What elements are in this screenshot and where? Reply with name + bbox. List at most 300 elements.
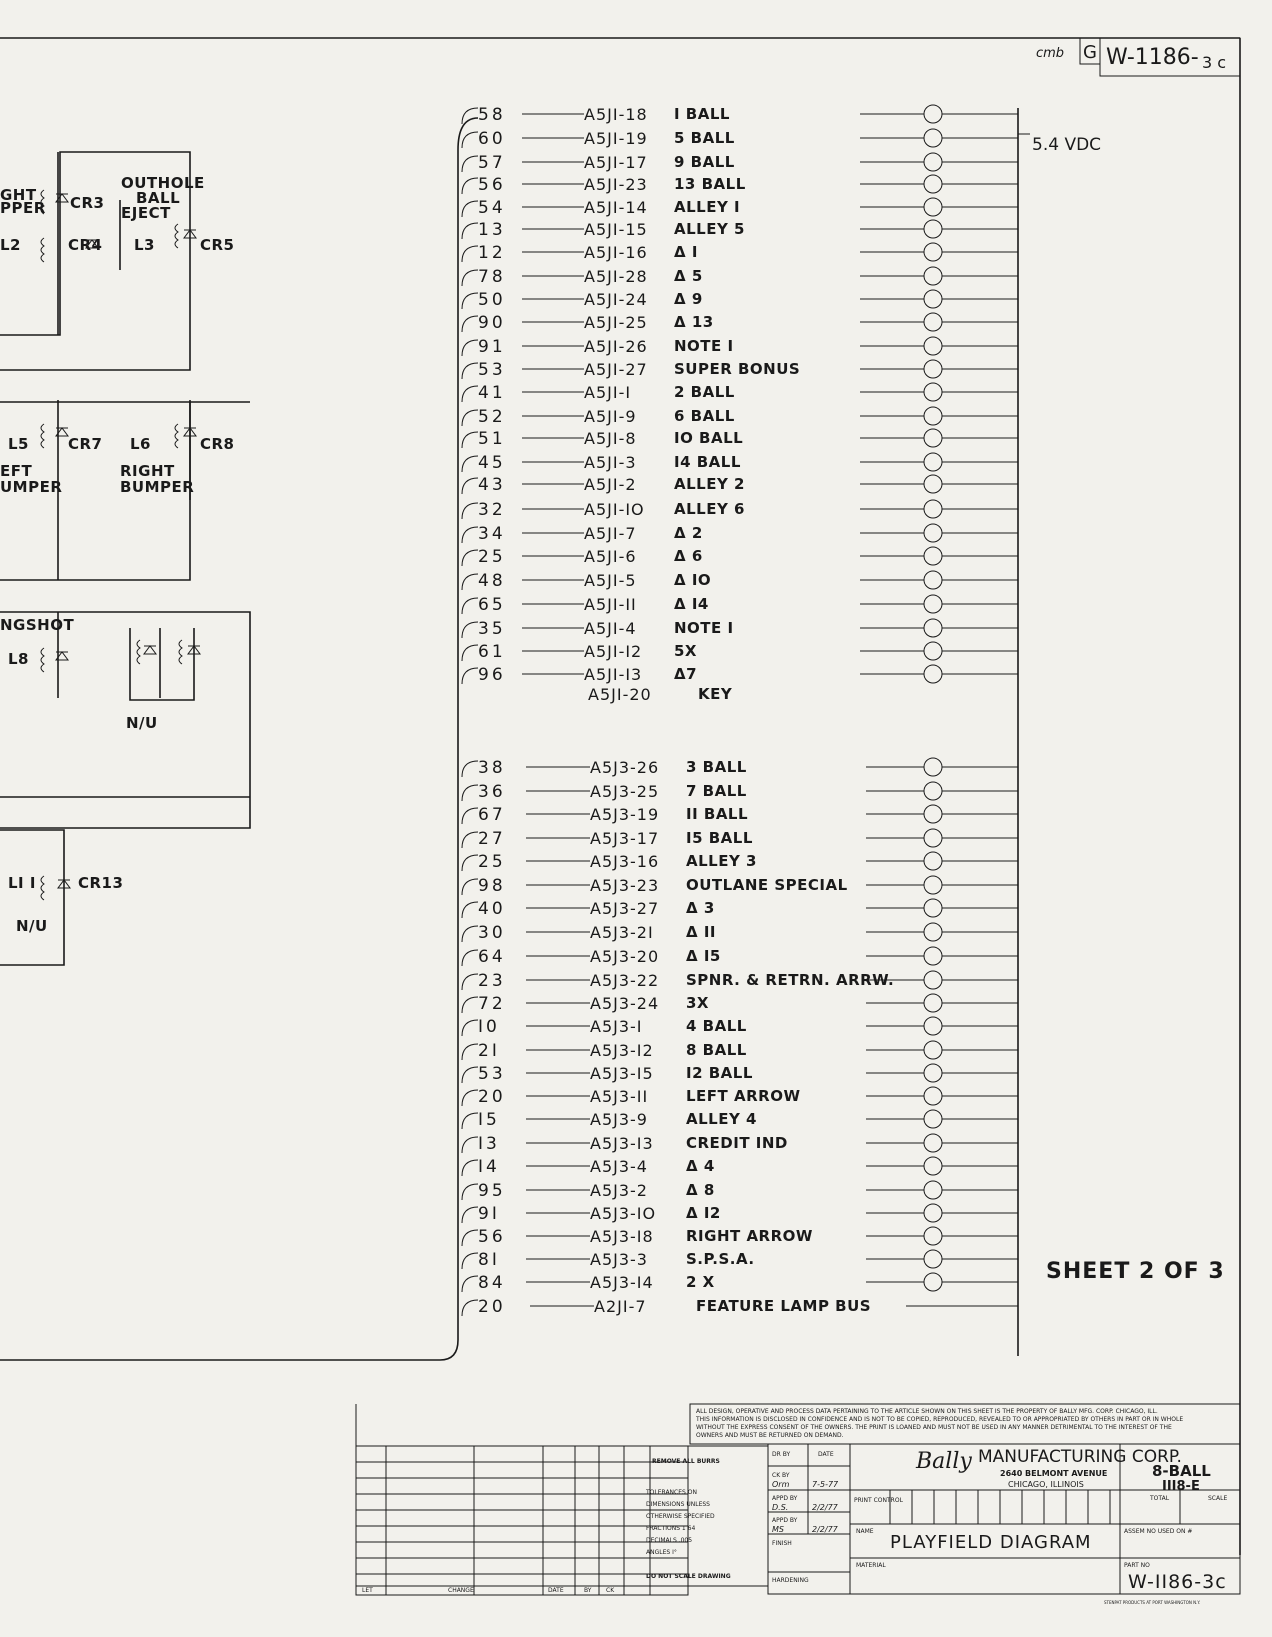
- lamp-symbol: [924, 665, 942, 683]
- lamp-symbol: [924, 1110, 942, 1128]
- lamp-symbol: [924, 1041, 942, 1059]
- wire-row-72-A5J3-24: [462, 994, 1018, 1014]
- sheet-label: SHEET 2 OF 3: [1046, 1259, 1225, 1284]
- wire-pin-number: 84: [478, 1273, 506, 1293]
- lamp-symbol: [924, 1181, 942, 1199]
- wire-pin-number: 8I: [478, 1250, 500, 1270]
- connector-pin: A5J3-2: [590, 1181, 648, 1200]
- connector-pin: A5J3-9: [590, 1110, 648, 1129]
- part-no-label: PART NO: [1124, 1562, 1150, 1569]
- schematic-label-cr13: CR13: [78, 874, 124, 892]
- lamp-symbol: [924, 383, 942, 401]
- drawing-number-header: [1036, 38, 1240, 76]
- wire-pin-number: 72: [478, 994, 506, 1014]
- footer-print: STENPAT PRODUCTS AT PORT WASHINGTON N.Y.: [1104, 1600, 1201, 1605]
- connector-pin: A5JI-16: [584, 243, 648, 262]
- lamp-function-label: 8 BALL: [686, 1041, 747, 1059]
- game-name: 8-BALL: [1152, 1462, 1211, 1480]
- schematic-label-cr7: CR7: [68, 435, 103, 453]
- lamp-symbol: [924, 852, 942, 870]
- wire-row-64-A5J3-20: [462, 947, 1018, 967]
- lamp-symbol: [924, 805, 942, 823]
- schematic-label-l3: L3: [134, 236, 155, 254]
- connector-pin: A5J3-I4: [590, 1273, 654, 1292]
- finish-label: FINISH: [772, 1540, 792, 1547]
- schematic-label-slingshot-fragment: NGSHOT: [0, 616, 75, 634]
- appd-date-2: 2/2/77: [812, 1525, 838, 1534]
- wire-pin-number: 58: [478, 105, 506, 125]
- connector-pin: A5JI-I: [584, 383, 632, 402]
- connector-pin: A5JI-9: [584, 407, 637, 426]
- remove-burrs-note: REMOVE ALL BURRS: [652, 1458, 720, 1465]
- wire-row-9I-A5J3-IO: [462, 1204, 1018, 1224]
- revision-letter: G: [1083, 42, 1097, 63]
- lamp-symbol: [924, 524, 942, 542]
- lamp-function-label: Δ II: [686, 923, 716, 941]
- wire-pin-number: 53: [478, 1064, 506, 1084]
- coil-symbol: [41, 424, 44, 448]
- wire-pin-number: 43: [478, 475, 506, 495]
- lamp-function-label: ALLEY I: [674, 198, 741, 216]
- wire-row-53-A5JI-27: [462, 360, 1018, 380]
- wire-row-36-A5J3-25: [462, 782, 1018, 802]
- wire-pin-number: 30: [478, 923, 506, 943]
- lamp-function-label: 2 BALL: [674, 383, 735, 401]
- connector-pin: A5J3-25: [590, 782, 660, 801]
- lamp-function-label: Δ I5: [686, 947, 721, 965]
- wire-row-12-A5JI-16: [462, 243, 1018, 263]
- lamp-symbol: [924, 290, 942, 308]
- rev-header-change: CHANGE: [448, 1587, 474, 1594]
- lamp-symbol: [924, 1157, 942, 1175]
- lamp-symbol: [924, 429, 942, 447]
- lamp-function-label: ALLEY 3: [686, 852, 757, 870]
- lamp-symbol: [924, 220, 942, 238]
- ck-date: 7-5-77: [812, 1480, 839, 1489]
- lamp-function-label: 5 BALL: [674, 129, 735, 147]
- lamp-function-label: 7 BALL: [686, 782, 747, 800]
- game-number: III8-E: [1162, 1479, 1200, 1494]
- lamp-function-label: OUTLANE SPECIAL: [686, 876, 848, 894]
- connector-pin: A5JI-4: [584, 619, 637, 638]
- wire-row-60-A5JI-19: [462, 129, 1018, 149]
- tolerance-line: OTHERWISE SPECIFIED: [646, 1513, 715, 1520]
- connector-pin: A5JI-II: [584, 595, 637, 614]
- ck-by-initials: Orm: [772, 1480, 790, 1489]
- wire-row-8I-A5J3-3: [462, 1250, 1018, 1270]
- connector-pin: A5JI-IO: [584, 500, 645, 519]
- wire-pin-number: 34: [478, 524, 506, 544]
- wire-pin-number: 53: [478, 360, 506, 380]
- wire-row-I3-A5J3-I3: [462, 1134, 1018, 1154]
- tolerance-line: DIMENSIONS UNLESS: [646, 1501, 710, 1508]
- wire-row-58-A5JI-18: [462, 105, 1018, 125]
- wire-row-25-A5JI-6: [462, 547, 1018, 567]
- wire-pin-number: 98: [478, 876, 506, 896]
- wire-pin-number: 64: [478, 947, 506, 967]
- wire-pin-number: 56: [478, 1227, 506, 1247]
- connector-pin: A5JI-6: [584, 547, 637, 566]
- schematic-label-ball: BALL: [136, 189, 181, 207]
- lamp-symbol: [924, 500, 942, 518]
- title-block: [356, 1404, 1240, 1605]
- wire-pin-number: 61: [478, 642, 506, 662]
- schematic-label-outhole: OUTHOLE: [121, 174, 205, 192]
- wire-row-53-A5J3-I5: [462, 1064, 1018, 1084]
- connector-pin: A5J3-4: [590, 1157, 648, 1176]
- lamp-symbol: [924, 1087, 942, 1105]
- wire-row-20-A2JI-7: [462, 1297, 1018, 1317]
- wire-row-61-A5JI-I2: [462, 642, 1018, 662]
- connector-pin: A5J3-23: [590, 876, 660, 895]
- wire-row-98-A5J3-23: [462, 876, 1018, 896]
- lamp-symbol: [924, 595, 942, 613]
- lamp-function-label: I BALL: [674, 105, 730, 123]
- lamp-function-label: Δ7: [674, 665, 698, 683]
- coil-symbol: [41, 238, 44, 262]
- tolerance-line: DECIMALS .005: [646, 1537, 693, 1544]
- schematic-label-left-fragment: EFT: [0, 462, 33, 480]
- wire-pin-number: 27: [478, 829, 506, 849]
- lamp-function-label: ALLEY 5: [674, 220, 745, 238]
- voltage-label: 5.4 VDC: [1032, 135, 1102, 155]
- total-label: TOTAL: [1150, 1495, 1170, 1502]
- wire-row-32-A5JI-IO: [462, 500, 1018, 520]
- lamp-function-label: 9 BALL: [674, 153, 735, 171]
- connector-pin: A5JI-26: [584, 337, 648, 356]
- wire-pin-number: 32: [478, 500, 506, 520]
- connector-pin: A5J3-20: [590, 947, 660, 966]
- lamp-function-label: SUPER BONUS: [674, 360, 801, 378]
- appd-initials-2: MS: [772, 1525, 784, 1534]
- connector-pin: A5J3-24: [590, 994, 660, 1013]
- schematic-label-eject: EJECT: [121, 204, 171, 222]
- wire-row-51-A5JI-8: [462, 429, 1018, 449]
- lamp-function-label: RIGHT ARROW: [686, 1227, 813, 1245]
- drawing-number: W-1186-: [1106, 45, 1199, 70]
- lamp-symbol: [924, 337, 942, 355]
- print-control-label: PRINT CONTROL: [854, 1497, 903, 1504]
- lamp-function-label: I4 BALL: [674, 453, 741, 471]
- schematic-label-l6: L6: [130, 435, 151, 453]
- lamp-function-label: 4 BALL: [686, 1017, 747, 1035]
- wire-pin-number: 41: [478, 383, 506, 403]
- schematic-label-nu-2: N/U: [16, 917, 48, 935]
- lamp-symbol: [924, 899, 942, 917]
- lamp-function-label: I2 BALL: [686, 1064, 753, 1082]
- connector-pin: A5J3-I3: [590, 1134, 654, 1153]
- lamp-symbol: [924, 175, 942, 193]
- lamp-function-label: KEY: [698, 685, 733, 703]
- company-name: MANUFACTURING CORP.: [978, 1447, 1182, 1467]
- lamp-symbol: [924, 153, 942, 171]
- lamp-function-label: Δ 9: [674, 290, 703, 308]
- lamp-symbol: [924, 1227, 942, 1245]
- wire-pin-number: 78: [478, 267, 506, 287]
- connector-pin: A5J3-17: [590, 829, 660, 848]
- connector-pin: A5JI-20: [588, 685, 652, 704]
- wire-row-84-A5J3-I4: [462, 1273, 1018, 1293]
- lamp-symbol: [924, 571, 942, 589]
- lamp-symbol: [924, 313, 942, 331]
- wire-row-30-A5J3-2I: [462, 923, 1018, 943]
- appd-initials: D.S.: [772, 1503, 789, 1512]
- wire-pin-number: 60: [478, 129, 506, 149]
- lamp-symbol: [924, 829, 942, 847]
- schematic-label-cr3: CR3: [70, 194, 105, 212]
- wire-pin-number: 95: [478, 1181, 506, 1201]
- lamp-wiring-diagram: [462, 105, 1030, 1356]
- wire-row-41-A5JI-I: [462, 383, 1018, 403]
- wire-pin-number: 96: [478, 665, 506, 685]
- connector-pin: A2JI-7: [594, 1297, 647, 1316]
- tolerance-line: FRACTIONS 1 64: [646, 1525, 696, 1532]
- lamp-symbol: [924, 360, 942, 378]
- wire-row-52-A5JI-9: [462, 407, 1018, 427]
- drawing-number-suffix: 3 c: [1202, 53, 1227, 72]
- wire-pin-number: 45: [478, 453, 506, 473]
- diode-symbol: [144, 646, 156, 654]
- lamp-symbol: [924, 782, 942, 800]
- scale-label: SCALE: [1208, 1495, 1228, 1502]
- do-not-scale-note: DO NOT SCALE DRAWING: [646, 1573, 731, 1580]
- wire-row-91-A5JI-26: [462, 337, 1018, 357]
- lamp-function-label: NOTE I: [674, 337, 734, 355]
- lamp-function-label: Δ I2: [686, 1204, 721, 1222]
- wire-pin-number: 90: [478, 313, 506, 333]
- wire-row-95-A5J3-2: [462, 1181, 1018, 1201]
- wire-row-23-A5J3-22: [462, 971, 1018, 991]
- wire-pin-number: I0: [478, 1017, 500, 1037]
- wire-pin-number: 56: [478, 175, 506, 195]
- part-number: W-II86-3c: [1128, 1571, 1227, 1593]
- wire-row-45-A5JI-3: [462, 453, 1018, 473]
- lamp-function-label: 3X: [686, 994, 710, 1012]
- schematic-label-bumper: BUMPER: [120, 478, 195, 496]
- lamp-function-label: ALLEY 6: [674, 500, 745, 518]
- connector-pin: A5J3-16: [590, 852, 660, 871]
- wire-row-13-A5JI-15: [462, 220, 1018, 240]
- lamp-symbol: [924, 1273, 942, 1291]
- lamp-function-label: FEATURE LAMP BUS: [696, 1297, 872, 1315]
- left-partial-schematic: [0, 152, 250, 965]
- appd-by-label: APPD BY: [772, 1495, 798, 1502]
- lamp-function-label: Δ 2: [674, 524, 703, 542]
- lamp-symbol: [924, 994, 942, 1012]
- coil-symbol: [137, 640, 140, 664]
- rev-header-date: DATE: [548, 1587, 564, 1594]
- lamp-function-label: IO BALL: [674, 429, 744, 447]
- wire-row-57-A5JI-17: [462, 153, 1018, 173]
- wire-row-50-A5JI-24: [462, 290, 1018, 310]
- connector-pin: A5J3-19: [590, 805, 660, 824]
- lamp-function-label: CREDIT IND: [686, 1134, 788, 1152]
- connector-pin: A5JI-28: [584, 267, 648, 286]
- schematic-label-l5: L5: [8, 435, 29, 453]
- schematic-label-l11: LI I: [8, 874, 36, 892]
- schematic-label-l2: L2: [0, 236, 21, 254]
- dr-by-label: DR BY: [772, 1451, 791, 1458]
- lamp-function-label: Δ 5: [674, 267, 703, 285]
- wire-pin-number: 52: [478, 407, 506, 427]
- wire-row-35-A5JI-4: [462, 619, 1018, 639]
- wire-pin-number: 13: [478, 220, 506, 240]
- connector-pin: A5J3-2I: [590, 923, 654, 942]
- wire-row-40-A5J3-27: [462, 899, 1018, 919]
- connector-pin: A5JI-18: [584, 105, 648, 124]
- lamp-function-label: 2 X: [686, 1273, 715, 1291]
- wire-row-I5-A5J3-9: [462, 1110, 1018, 1130]
- connector-pin: A5JI-15: [584, 220, 648, 239]
- lamp-symbol: [924, 619, 942, 637]
- schematic-label-cr5: CR5: [200, 236, 235, 254]
- lamp-function-label: ALLEY 4: [686, 1110, 757, 1128]
- connector-pin: A5JI-23: [584, 175, 648, 194]
- assem-label: ASSEM NO USED ON #: [1124, 1528, 1193, 1535]
- lamp-function-label: S.P.S.A.: [686, 1250, 755, 1268]
- connector-pin: A5JI-25: [584, 313, 648, 332]
- lamp-function-label: Δ 13: [674, 313, 714, 331]
- wire-pin-number: 40: [478, 899, 506, 919]
- wire-row-90-A5JI-25: [462, 313, 1018, 333]
- lamp-function-label: I5 BALL: [686, 829, 753, 847]
- lamp-symbol: [924, 1064, 942, 1082]
- wire-pin-number: 20: [478, 1297, 506, 1317]
- company-address-1: 2640 BELMONT AVENUE: [1000, 1469, 1108, 1478]
- wire-row-I4-A5J3-4: [462, 1157, 1018, 1177]
- lamp-symbol: [924, 947, 942, 965]
- lamp-symbol: [924, 971, 942, 989]
- lamp-symbol: [924, 1017, 942, 1035]
- wire-pin-number: 54: [478, 198, 506, 218]
- lamp-symbol: [924, 1204, 942, 1222]
- connector-pin: A5J3-I2: [590, 1041, 654, 1060]
- coil-symbol: [175, 424, 178, 448]
- wire-row-96-A5JI-I3: [462, 665, 1018, 685]
- lamp-function-label: 6 BALL: [674, 407, 735, 425]
- schematic-label-right: RIGHT: [120, 462, 175, 480]
- wire-pin-number: 51: [478, 429, 506, 449]
- lamp-function-label: Δ 6: [674, 547, 703, 565]
- lamp-function-label: Δ 8: [686, 1181, 715, 1199]
- schematic-label-right-fragment: GHT: [0, 186, 37, 204]
- schematic-label-nu-1: N/U: [126, 714, 158, 732]
- lamp-function-label: Δ 4: [686, 1157, 715, 1175]
- wire-row-2I-A5J3-I2: [462, 1041, 1018, 1061]
- schematic-label-bumper-fragment: UMPER: [0, 478, 63, 496]
- wire-row-25-A5J3-16: [462, 852, 1018, 872]
- lamp-symbol: [924, 923, 942, 941]
- wire-row-65-A5JI-II: [462, 595, 1018, 615]
- lamp-function-label: Δ I: [674, 243, 698, 261]
- rev-header-ck: CK: [606, 1587, 615, 1594]
- wire-pin-number: 38: [478, 758, 506, 778]
- connector-pin: A5J3-27: [590, 899, 660, 918]
- connector-pin: A5JI-14: [584, 198, 648, 217]
- wire-row-27-A5J3-17: [462, 829, 1018, 849]
- connector-pin: A5JI-24: [584, 290, 648, 309]
- wire-pin-number: 48: [478, 571, 506, 591]
- wire-pin-number: I4: [478, 1157, 500, 1177]
- schematic-label-flipper-fragment: PPER: [0, 199, 46, 217]
- wire-row-67-A5J3-19: [462, 805, 1018, 825]
- wire-pin-number: 67: [478, 805, 506, 825]
- connector-pin: A5J3-26: [590, 758, 660, 777]
- coil-symbol: [179, 640, 182, 664]
- name-label: NAME: [856, 1528, 874, 1535]
- connector-pin: A5JI-I2: [584, 642, 643, 661]
- rev-header-by: BY: [584, 1587, 592, 1594]
- wire-pin-number: 57: [478, 153, 506, 173]
- wire-row-38-A5J3-26: [462, 758, 1018, 778]
- connector-pin: A5J3-IO: [590, 1204, 657, 1223]
- connector-pin: A5J3-I8: [590, 1227, 654, 1246]
- lamp-function-label: II BALL: [686, 805, 749, 823]
- wire-pin-number: 36: [478, 782, 506, 802]
- wire-pin-number: 2I: [478, 1041, 500, 1061]
- lamp-symbol: [924, 547, 942, 565]
- connector-pin: A5JI-19: [584, 129, 648, 148]
- lamp-function-label: 3 BALL: [686, 758, 747, 776]
- lamp-symbol: [924, 876, 942, 894]
- wire-pin-number: 50: [478, 290, 506, 310]
- connector-pin: A5JI-8: [584, 429, 637, 448]
- company-address-2: CHICAGO, ILLINOIS: [1008, 1480, 1084, 1489]
- wire-row-54-A5JI-14: [462, 198, 1018, 218]
- lamp-symbol: [924, 453, 942, 471]
- lamp-symbol: [924, 407, 942, 425]
- lamp-function-label: Δ 3: [686, 899, 715, 917]
- wire-row-78-A5JI-28: [462, 267, 1018, 287]
- lamp-symbol: [924, 243, 942, 261]
- lamp-function-label: Δ I4: [674, 595, 709, 613]
- wire-pin-number: I3: [478, 1134, 500, 1154]
- wire-pin-number: 65: [478, 595, 506, 615]
- wire-row-20-A5J3-II: [462, 1087, 1018, 1107]
- rev-header-let: LET: [362, 1587, 373, 1594]
- header-initials: cmb: [1036, 46, 1065, 61]
- connector-pin: A5JI-7: [584, 524, 637, 543]
- lamp-function-label: 13 BALL: [674, 175, 746, 193]
- wire-pin-number: I5: [478, 1110, 500, 1130]
- connector-pin: A5JI-3: [584, 453, 637, 472]
- bally-logo: Bally: [916, 1449, 972, 1474]
- wire-row-34-A5JI-7: [462, 524, 1018, 544]
- connector-pin: A5JI-I3: [584, 665, 643, 684]
- hardening-label: HARDENING: [772, 1577, 809, 1584]
- lamp-symbol: [924, 758, 942, 776]
- lamp-symbol: [924, 129, 942, 147]
- connector-pin: A5J3-22: [590, 971, 660, 990]
- schematic-label-cr4: CR4: [68, 236, 103, 254]
- connector-pin: A5J3-3: [590, 1250, 648, 1269]
- wire-pin-number: 35: [478, 619, 506, 639]
- wire-row-I0-A5J3-I: [462, 1017, 1018, 1037]
- connector-pin: A5J3-I: [590, 1017, 643, 1036]
- lamp-function-label: Δ IO: [674, 571, 712, 589]
- connector-pin: A5JI-27: [584, 360, 648, 379]
- wire-row-56-A5J3-I8: [462, 1227, 1018, 1247]
- confidentiality-notice: ALL DESIGN, OPERATIVE AND PROCESS DATA PERTAINING TO THE ARTICLE SHOWN ON THIS SHEET IS THE PROPERTY OF BALLY MFG. CORP. CHICAGO, ILL. THIS INFORMATION IS DISCLOSED IN CONFIDENCE AND IS NOT TO BE COPIED, REPRODUCED, REVEALED TO OR APPROPRIATED BY OTHERS IN PART OR IN WHOLE WITHOUT THE EXPRESS CONSENT OF THE OWNERS. THE PRINT IS LOANED AND MUST NOT BE USED IN ANY MANNER DETRIMENTAL TO THE INTEREST OF THE OWNERS AND MUST BE RETURNED ON DEMAND.: [696, 1408, 1184, 1439]
- wire-row-56-A5JI-23: [462, 175, 1018, 195]
- wire-pin-number: 9I: [478, 1204, 500, 1224]
- connector-pin: A5JI-5: [584, 571, 637, 590]
- wire-pin-number: 12: [478, 243, 506, 263]
- lamp-symbol: [924, 105, 942, 123]
- material-label: MATERIAL: [856, 1562, 886, 1569]
- connector-pin: A5J3-II: [590, 1087, 649, 1106]
- drawing-title: PLAYFIELD DIAGRAM: [890, 1532, 1092, 1553]
